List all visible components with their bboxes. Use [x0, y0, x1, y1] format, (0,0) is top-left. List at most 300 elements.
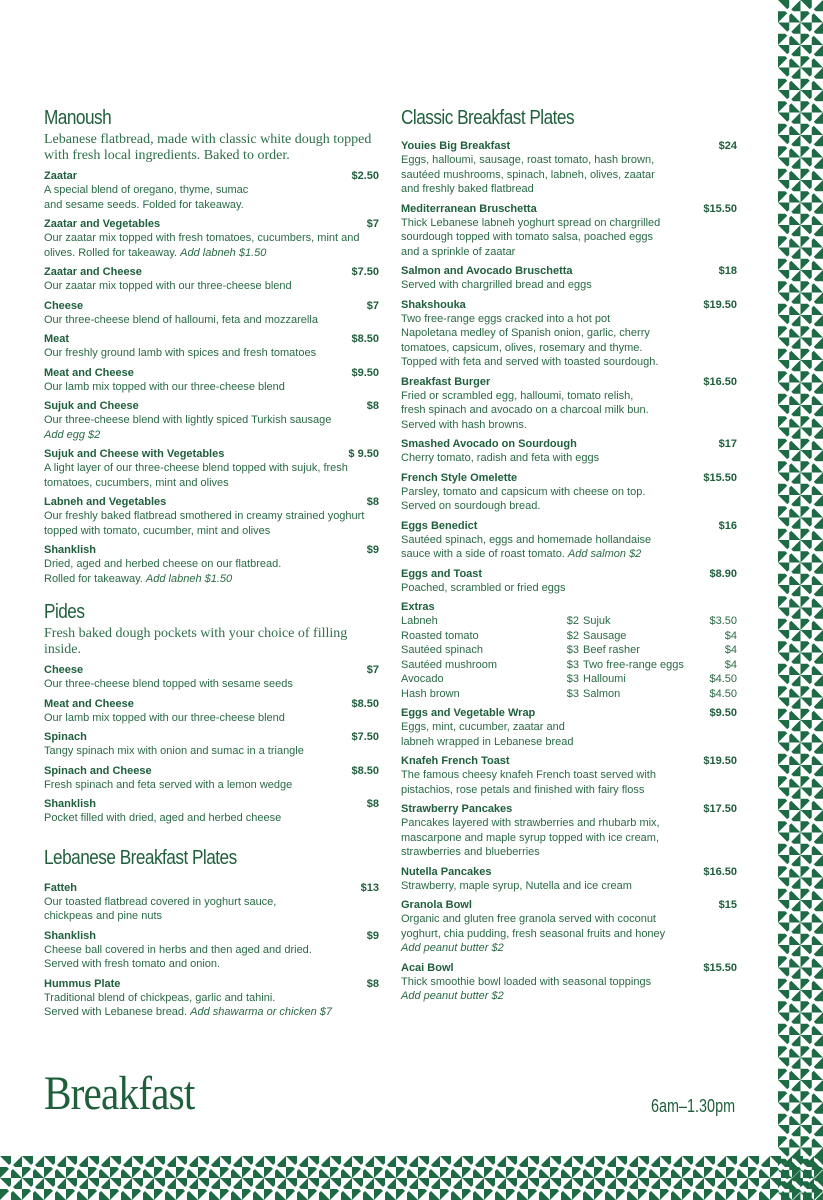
- border-tile: [330, 1156, 352, 1178]
- border-tile: [220, 1156, 242, 1178]
- border-tile: [801, 90, 823, 113]
- menu-item-header: [401, 754, 737, 768]
- item-description-text: Traditional blend of chickpeas, garlic and tahini. Served with Lebanese bread.: [44, 991, 276, 1018]
- border-tile: [682, 1156, 704, 1178]
- border-tile: [778, 450, 801, 473]
- section-title: Pides: [44, 601, 85, 623]
- border-tile: [801, 675, 823, 698]
- extras-block: [401, 600, 737, 701]
- item-name: Nutella Pancakes: [401, 865, 492, 878]
- border-tile: [778, 23, 801, 46]
- extra-name: Two free-range eggs: [583, 658, 684, 671]
- extra-price: $2: [566, 615, 579, 627]
- border-tile: [778, 720, 801, 743]
- extras-title: Extras: [401, 601, 435, 613]
- item-description: [44, 279, 379, 294]
- border-tile: [638, 1178, 660, 1200]
- item-name: Zaatar and Vegetables: [44, 218, 161, 230]
- border-tile: [801, 203, 823, 226]
- border-tile: [778, 135, 801, 158]
- item-name: Eggs Benedict: [401, 519, 478, 532]
- item-price: $8: [366, 977, 379, 990]
- item-description-text: Pancakes layered with strawberries and rhubarb mix, mascarpone and maple syrup topped with ice cream, strawberries and blueberries: [401, 817, 660, 858]
- menu-item: [44, 265, 379, 294]
- menu-list: [44, 663, 379, 826]
- extra-name: Beef rasher: [583, 644, 640, 656]
- border-tile: [801, 428, 823, 451]
- item-description-text: Our freshly ground lamb with spices and fresh tomatoes: [44, 347, 317, 359]
- item-description: [401, 216, 737, 260]
- menu-item-header: [401, 437, 737, 451]
- border-tile: [22, 1178, 44, 1200]
- item-description: [44, 895, 379, 924]
- border-tile: [801, 405, 823, 428]
- border-tile: [778, 68, 801, 91]
- border-tile: [801, 1103, 823, 1126]
- item-name: Meat: [44, 333, 70, 345]
- border-tile: [801, 68, 823, 91]
- border-tile: [396, 1178, 418, 1200]
- menu-item: [44, 366, 379, 395]
- menu-item: [44, 399, 379, 442]
- extra-price: $3: [566, 673, 579, 685]
- menu-item: [401, 437, 737, 466]
- manoush-section: [44, 106, 379, 586]
- item-name: Shanklish: [44, 929, 96, 942]
- item-description: [44, 991, 379, 1020]
- item-description-text: Our three-cheese blend topped with sesame seeds: [44, 678, 293, 690]
- border-tile: [778, 225, 801, 248]
- menu-item: [44, 881, 379, 924]
- border-tile: [770, 1178, 792, 1200]
- item-description-text: Eggs, halloumi, sausage, roast tomato, hash brown, sautéed mushrooms, spinach, labneh, olives, zaatar and freshly baked flatbread: [401, 154, 655, 195]
- menu-item: [44, 332, 379, 361]
- border-tile: [550, 1178, 572, 1200]
- item-description: [401, 451, 737, 466]
- border-tile: [44, 1178, 66, 1200]
- border-tile: [801, 945, 823, 968]
- menu-item-header: [401, 706, 737, 720]
- extra-price: $3: [566, 658, 579, 671]
- border-tile: [801, 473, 823, 496]
- item-price: $7: [366, 664, 379, 676]
- border-tile: [242, 1156, 264, 1178]
- extra-price: $2: [566, 629, 579, 642]
- menu-item-header: [44, 299, 379, 313]
- item-price: $2.50: [351, 170, 379, 182]
- menu-item-header: [44, 929, 379, 943]
- border-tile: [440, 1156, 462, 1178]
- menu-item: [401, 706, 737, 749]
- menu-item: [401, 865, 737, 894]
- extra-name: Sujuk: [583, 615, 611, 627]
- extra-name: Hash brown: [401, 687, 460, 700]
- border-tile: [88, 1156, 110, 1178]
- item-description: [401, 816, 737, 860]
- border-tile: [801, 765, 823, 788]
- menu-item: [44, 697, 379, 726]
- item-description-text: Tangy spinach mix with onion and sumac in a triangle: [44, 745, 304, 757]
- border-tile: [778, 765, 801, 788]
- extra-price: $3.50: [709, 615, 737, 627]
- border-tile: [801, 1080, 823, 1103]
- menu-list: [401, 706, 737, 1004]
- menu-item: [401, 202, 737, 260]
- border-tile: [198, 1156, 220, 1178]
- border-tile: [801, 1035, 823, 1058]
- item-description: [44, 183, 379, 212]
- border-tile: [44, 1156, 66, 1178]
- border-tile: [242, 1178, 264, 1200]
- border-tile: [801, 878, 823, 901]
- border-tile: [801, 45, 823, 68]
- item-price: $16: [718, 519, 737, 532]
- border-tile: [801, 990, 823, 1013]
- menu-item: [44, 730, 379, 759]
- item-name: Spinach and Cheese: [44, 764, 152, 777]
- border-tile: [801, 1013, 823, 1036]
- item-description: [44, 509, 379, 538]
- border-tile: [154, 1178, 176, 1200]
- item-note: Add peanut butter $2: [401, 942, 504, 954]
- item-name: Mediterranean Bruschetta: [401, 202, 537, 215]
- border-tile: [778, 1013, 801, 1036]
- border-tile: [528, 1156, 550, 1178]
- item-description-text: Parsley, tomato and capsicum with cheese on top. Served on sourdough bread.: [401, 485, 646, 512]
- border-tile: [778, 788, 801, 811]
- extra-price: $4.50: [709, 687, 737, 700]
- border-tile: [778, 675, 801, 698]
- extra-price: $3: [566, 644, 579, 656]
- item-price: $9: [366, 929, 379, 942]
- border-tile: [462, 1178, 484, 1200]
- item-price: $17.50: [703, 803, 737, 815]
- item-price: $16.50: [703, 865, 737, 878]
- item-name: Granola Bowl: [401, 899, 472, 911]
- menu-item: [44, 663, 379, 692]
- item-name: Sujuk and Cheese: [44, 400, 139, 412]
- item-description: [44, 943, 379, 972]
- menu-item-header: [44, 730, 379, 744]
- extra-name: Avocado: [401, 673, 444, 685]
- menu-list: [44, 169, 379, 586]
- menu-list: [44, 881, 379, 1020]
- item-name: Spinach: [44, 731, 87, 743]
- item-price: $9: [366, 544, 379, 556]
- item-price: $7: [366, 218, 379, 230]
- border-tile: [801, 833, 823, 856]
- item-description: [44, 413, 379, 442]
- item-price: $19.50: [703, 755, 737, 767]
- item-name: Labneh and Vegetables: [44, 496, 167, 508]
- border-tile: [770, 1156, 792, 1178]
- border-tile: [0, 1178, 22, 1200]
- left-column: [44, 106, 379, 1020]
- border-tile: [778, 203, 801, 226]
- border-tile: [801, 720, 823, 743]
- item-name: Breakfast Burger: [401, 375, 491, 388]
- menu-item: [44, 299, 379, 328]
- border-tile: [528, 1178, 550, 1200]
- extra-price: $4: [724, 644, 737, 656]
- item-description: [44, 313, 379, 328]
- menu-item-header: [401, 567, 737, 581]
- menu-item-header: [401, 961, 737, 975]
- menu-item-header: [401, 519, 737, 533]
- item-price: $19.50: [703, 298, 737, 311]
- border-tile: [801, 338, 823, 361]
- item-price: $15: [718, 899, 737, 911]
- border-tile: [778, 270, 801, 293]
- extra-name: Sautéed mushroom: [401, 658, 497, 671]
- border-tile: [594, 1156, 616, 1178]
- border-tile: [778, 338, 801, 361]
- menu-item-header: [44, 332, 379, 346]
- border-tile: [396, 1156, 418, 1178]
- menu-item-header: [44, 697, 379, 711]
- item-description-text: Sautéed spinach, eggs and homemade hollandaise sauce with a side of roast tomato.: [401, 533, 652, 560]
- item-price: $8: [366, 400, 379, 412]
- menu-item: [401, 264, 737, 293]
- border-tile: [176, 1178, 198, 1200]
- border-tile: [374, 1156, 396, 1178]
- item-price: $8: [366, 496, 379, 508]
- item-description: [401, 389, 737, 433]
- item-description-text: Cheese ball covered in herbs and then aged and dried. Served with fresh tomato and onion.: [44, 943, 312, 970]
- item-description: [44, 677, 379, 692]
- item-description-text: A special blend of oregano, thyme, sumac and sesame seeds. Folded for takeaway.: [44, 184, 249, 211]
- menu-item-header: [401, 865, 737, 879]
- item-price: $13: [360, 881, 379, 894]
- border-tile: [778, 630, 801, 653]
- border-tile: [286, 1178, 308, 1200]
- border-tile: [801, 248, 823, 271]
- border-tile: [0, 1156, 22, 1178]
- item-description: [44, 557, 379, 586]
- border-tile: [778, 1125, 801, 1148]
- border-tile: [778, 1058, 801, 1081]
- menu-item: [401, 375, 737, 433]
- border-tile: [778, 900, 801, 923]
- item-price: $8.50: [351, 333, 379, 345]
- border-tile: [801, 315, 823, 338]
- item-name: Shanklish: [44, 544, 96, 556]
- menu-item-header: [44, 543, 379, 557]
- item-description: [401, 912, 737, 956]
- item-description-text: The famous cheesy knafeh French toast served with pistachios, rose petals and finished with fairy floss: [401, 769, 656, 796]
- extra-name: Roasted tomato: [401, 629, 479, 642]
- item-note: Add egg $2: [44, 428, 101, 441]
- item-price: $9.50: [709, 707, 737, 719]
- menu-item: [401, 298, 737, 370]
- item-name: Strawberry Pancakes: [401, 803, 513, 815]
- menu-item-header: [401, 898, 737, 912]
- menu-item: [401, 754, 737, 797]
- border-tile: [550, 1156, 572, 1178]
- section-title: Lebanese Breakfast Plates: [44, 846, 237, 869]
- border-tile: [198, 1178, 220, 1200]
- border-tile: [440, 1178, 462, 1200]
- border-tile: [778, 360, 801, 383]
- menu-item-header: [44, 399, 379, 413]
- menu-item-header: [44, 977, 379, 991]
- item-description: [44, 346, 379, 361]
- item-note: Add peanut butter $2: [401, 990, 504, 1002]
- item-description-text: Poached, scrambled or fried eggs: [401, 581, 566, 594]
- border-tile: [638, 1156, 660, 1178]
- border-tile: [801, 518, 823, 541]
- item-description-text: Our toasted flatbread covered in yoghurt sauce, chickpeas and pine nuts: [44, 895, 277, 922]
- item-price: $8.90: [709, 567, 737, 580]
- item-description-text: Our freshly baked flatbread smothered in creamy strained yoghurt topped with tomato, cucumber, mint and olives: [44, 510, 365, 537]
- item-description: [401, 879, 737, 894]
- section-subtitle: Fresh baked dough pockets with your choice of filling inside.: [44, 626, 348, 657]
- menu-item-header: [44, 764, 379, 778]
- menu-item: [401, 519, 737, 562]
- border-tile: [801, 630, 823, 653]
- item-description: [44, 811, 379, 826]
- border-tile: [778, 990, 801, 1013]
- item-description-text: Our three-cheese blend with lightly spiced Turkish sausage: [44, 414, 332, 426]
- menu-item: [401, 471, 737, 514]
- border-tile: [778, 180, 801, 203]
- item-description: [44, 778, 379, 793]
- border-tile: [801, 653, 823, 676]
- border-tile: [726, 1156, 748, 1178]
- border-tile: [132, 1178, 154, 1200]
- border-tile: [801, 900, 823, 923]
- border-tile: [22, 1156, 44, 1178]
- menu-list: [401, 139, 737, 595]
- item-description: [401, 278, 737, 293]
- item-price: $8.50: [351, 764, 379, 777]
- classic-section: [401, 106, 737, 1004]
- border-tile: [801, 495, 823, 518]
- border-tile: [792, 1156, 814, 1178]
- border-tile: [801, 540, 823, 563]
- item-name: Sujuk and Cheese with Vegetables: [44, 448, 225, 460]
- border-tile: [801, 563, 823, 586]
- item-description-text: Fresh spinach and feta served with a lemon wedge: [44, 778, 293, 791]
- item-name: Eggs and Toast: [401, 567, 483, 580]
- item-description: [401, 153, 737, 197]
- border-tile: [484, 1156, 506, 1178]
- menu-item-header: [401, 298, 737, 312]
- border-tile: [572, 1156, 594, 1178]
- menu-item: [44, 495, 379, 538]
- menu-item-header: [401, 202, 737, 216]
- border-tile: [801, 270, 823, 293]
- section-title: Manoush: [44, 107, 112, 129]
- border-tile: [374, 1178, 396, 1200]
- border-tile: [176, 1156, 198, 1178]
- border-tile: [801, 23, 823, 46]
- item-description: [401, 485, 737, 514]
- border-tile: [286, 1156, 308, 1178]
- border-tile: [616, 1156, 638, 1178]
- border-tile: [616, 1178, 638, 1200]
- border-tile: [778, 855, 801, 878]
- menu-item-header: [44, 265, 379, 279]
- extra-name: Sausage: [583, 629, 627, 642]
- extra-price: $4: [724, 658, 737, 671]
- border-tile: [778, 923, 801, 946]
- border-tile: [778, 495, 801, 518]
- border-tile: [801, 225, 823, 248]
- border-tile: [801, 1058, 823, 1081]
- menu-item-header: [44, 881, 379, 895]
- border-tile: [778, 405, 801, 428]
- extra-price: $3: [566, 687, 579, 700]
- item-description-text: Pocket filled with dried, aged and herbed cheese: [44, 812, 282, 824]
- border-tile: [814, 1178, 823, 1200]
- item-price: $24: [718, 140, 737, 152]
- item-name: Hummus Plate: [44, 977, 121, 990]
- border-tile: [801, 158, 823, 181]
- extras-grid: [401, 614, 737, 701]
- menu-item-header: [401, 471, 737, 485]
- border-tile: [778, 540, 801, 563]
- border-tile: [506, 1178, 528, 1200]
- border-tile: [352, 1178, 374, 1200]
- border-tile: [418, 1156, 440, 1178]
- item-description: [44, 380, 379, 395]
- border-tile: [220, 1178, 242, 1200]
- border-tile: [778, 113, 801, 136]
- border-tile: [778, 383, 801, 406]
- menu-item: [401, 139, 737, 197]
- border-tile: [748, 1156, 770, 1178]
- menu-item-header: [401, 802, 737, 816]
- border-tile: [506, 1156, 528, 1178]
- menu-item: [44, 764, 379, 793]
- item-price: $9.50: [351, 366, 379, 379]
- item-price: $8.50: [351, 697, 379, 710]
- item-name: Meat and Cheese: [44, 366, 134, 379]
- border-tile: [801, 923, 823, 946]
- item-name: Eggs and Vegetable Wrap: [401, 707, 536, 719]
- item-price: $7.50: [351, 266, 379, 278]
- item-description-text: Thick Lebanese labneh yoghurt spread on chargrilled sourdough topped with tomato salsa, poached eggs and a sprinkle of zaatar: [401, 216, 661, 258]
- item-description-text: Our zaatar mix topped with fresh tomatoes, cucumbers, mint and olives. Rolled for takeaway.: [44, 232, 360, 259]
- item-price: $15.50: [703, 202, 737, 215]
- item-price: $7.50: [351, 731, 379, 743]
- border-tile: [132, 1156, 154, 1178]
- border-tile: [594, 1178, 616, 1200]
- item-description-text: Eggs, mint, cucumber, zaatar and labneh wrapped in Lebanese bread: [401, 721, 574, 748]
- border-tile: [801, 1125, 823, 1148]
- menu-item: [401, 567, 737, 596]
- border-tile: [778, 698, 801, 721]
- border-tile: [330, 1178, 352, 1200]
- border-tile: [801, 113, 823, 136]
- item-description: [44, 461, 379, 490]
- item-description-text: Fried or scrambled egg, halloumi, tomato relish, fresh spinach and avocado on a charcoal milk bun. Served with hash browns.: [401, 389, 649, 431]
- menu-item: [44, 977, 379, 1020]
- border-tile: [778, 473, 801, 496]
- menu-item-header: [44, 797, 379, 811]
- border-tile: [801, 608, 823, 631]
- item-description: [401, 720, 737, 749]
- item-description: [401, 975, 737, 1004]
- border-tile: [801, 450, 823, 473]
- border-tile: [110, 1178, 132, 1200]
- item-name: Shanklish: [44, 798, 96, 810]
- item-price: $17: [718, 438, 737, 450]
- border-tile: [778, 248, 801, 271]
- menu-item-header: [401, 139, 737, 153]
- menu-item: [44, 169, 379, 212]
